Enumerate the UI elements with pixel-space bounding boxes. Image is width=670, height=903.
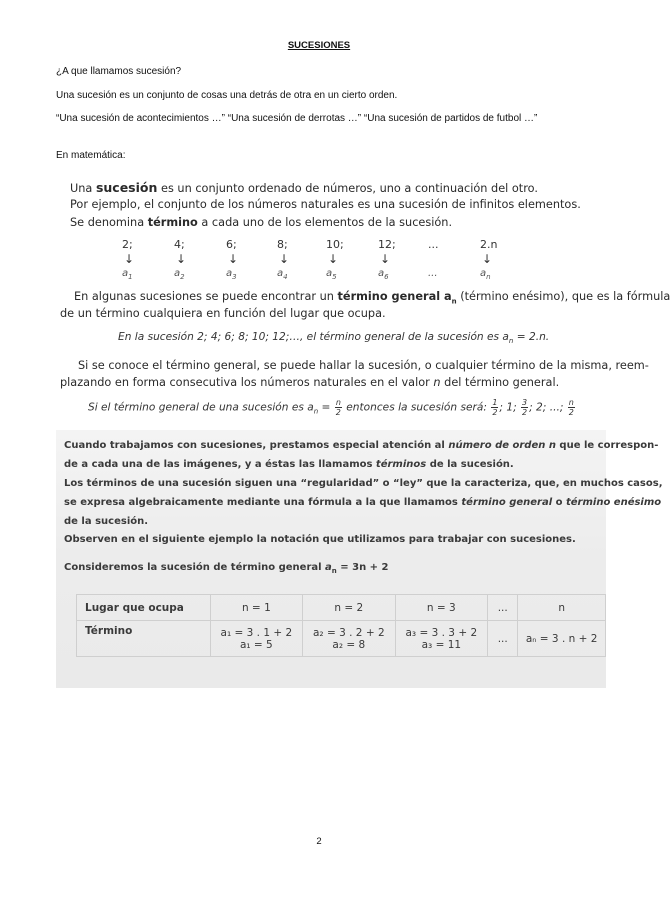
row-header-place: Lugar que ocupa	[77, 595, 211, 621]
notation-line: Observen en el siguiente ejemplo la notación que utilizamos para trabajar con sucesiones.	[64, 534, 576, 545]
sequence-definition-line: Una sucesión es un conjunto ordenado de números, uno a continuación del otro.	[70, 180, 538, 195]
in-math-label: En matemática:	[56, 150, 126, 161]
row-header-term: Término	[77, 621, 211, 657]
down-arrow-icon: ↓	[328, 252, 339, 266]
fraction-n-over-2: $\frac{n}{2}$	[335, 398, 341, 417]
general-term-example: En la sucesión 2; 4; 6; 8; 10; 12;…, el término general de la sucesión es $a_n = 2.n$.	[118, 331, 550, 346]
regularity-line: Los términos de una sucesión siguen una “regularidad” o “ley” que la caracteriza, que, en muchos casos,	[64, 478, 663, 489]
sequence-table	[76, 594, 606, 657]
sequence-value: 12;	[378, 238, 396, 251]
term-label: $a_1$	[122, 268, 133, 281]
table-cell: n = 2	[303, 595, 395, 621]
sequence-value: ...	[428, 238, 439, 251]
known-general-term-line2: plazando en forma consecutiva los números naturales en el valor n del término general.	[60, 376, 560, 389]
sequence-value: 2;	[122, 238, 133, 251]
algebraic-formula-line: se expresa algebraicamente mediante una fórmula a la que llamamos término general o término enésimo	[64, 497, 662, 508]
table-cell: ...	[488, 595, 518, 621]
fraction-one-half: $\frac{1}{2}$	[492, 398, 498, 417]
term-definition-line: Se denomina término a cada uno de los elementos de la sucesión.	[70, 216, 453, 229]
term-label: $a_4$	[277, 268, 288, 281]
general-term-paragraph-line2: de un término cualquiera en función del lugar que ocupa.	[60, 307, 386, 320]
general-term-paragraph: En algunas sucesiones se puede encontrar un término general $a_n$ (término enésimo), que es la fórmula	[74, 290, 670, 306]
term-label: $a_2$	[174, 268, 185, 281]
fraction-three-halves: $\frac{3}{2}$	[522, 398, 528, 417]
down-arrow-icon: ↓	[482, 252, 493, 266]
term-label: $a_n$	[480, 268, 491, 281]
of-sequence-line: de la sucesión.	[64, 516, 149, 527]
table-cell: aₙ = 3 . n + 2	[518, 621, 606, 657]
sequence-value: 4;	[174, 238, 185, 251]
order-number-line: Cuando trabajamos con sucesiones, prestamos especial atención al número de orden n que le correspon-	[64, 440, 659, 451]
down-arrow-icon: ↓	[228, 252, 239, 266]
term-label: $a_5$	[326, 268, 337, 281]
down-arrow-icon: ↓	[176, 252, 187, 266]
term-label: ...	[428, 268, 438, 279]
down-arrow-icon: ↓	[124, 252, 135, 266]
page-number: 2	[316, 836, 322, 847]
page-title: SUCESIONES	[287, 40, 351, 51]
consider-sequence-line: Consideremos la sucesión de término general $a_n = 3n + 2$	[64, 562, 389, 575]
sequence-value: 8;	[277, 238, 288, 251]
table-row	[77, 621, 606, 657]
term-label: $a_6$	[378, 268, 389, 281]
sequence-value: 10;	[326, 238, 344, 251]
down-arrow-icon: ↓	[380, 252, 391, 266]
terms-line: de a cada una de las imágenes, y a éstas las llamamos términos de la sucesión.	[64, 459, 514, 470]
natural-numbers-line: Por ejemplo, el conjunto de los números naturales es una sucesión de infinitos elementos.	[70, 198, 581, 211]
question-text: ¿A que llamamos sucesión?	[56, 66, 182, 77]
definition-text: Una sucesión es un conjunto de cosas una detrás de otra en un cierto orden.	[56, 90, 398, 101]
table-cell: a₁ = 3 . 1 + 2 a₁ = 5	[210, 621, 302, 657]
sequence-value: 2.n	[480, 238, 498, 251]
term-label: $a_3$	[226, 268, 237, 281]
examples-text: “Una sucesión de acontecimientos …” “Una sucesión de derrotas …” “Una sucesión de partidos de futbol …”	[56, 113, 538, 124]
fraction-n-halves: $\frac{n}{2}$	[568, 398, 574, 417]
notation-example-block	[56, 430, 663, 688]
table-cell: a₂ = 3 . 2 + 2 a₂ = 8	[303, 621, 395, 657]
table-cell: n = 1	[210, 595, 302, 621]
sequence-from-general-term-example: Si el término general de una sucesión es $a_n$ = $\frac{n}{2}$ entonces la sucesión será: $\frac{1}{2}$ ; 1; $\frac{3}{2}$ ; 2; ...; $\frac{n}{2}$	[88, 398, 574, 417]
table-cell: n	[518, 595, 606, 621]
table-row	[77, 595, 606, 621]
table-cell: n = 3	[395, 595, 488, 621]
table-cell: ...	[488, 621, 518, 657]
known-general-term-paragraph: Si se conoce el término general, se puede hallar la sucesión, o cualquier término de la misma, reem-	[78, 359, 649, 372]
sequence-value: 6;	[226, 238, 237, 251]
table-cell: a₃ = 3 . 3 + 2 a₃ = 11	[395, 621, 488, 657]
down-arrow-icon: ↓	[279, 252, 290, 266]
